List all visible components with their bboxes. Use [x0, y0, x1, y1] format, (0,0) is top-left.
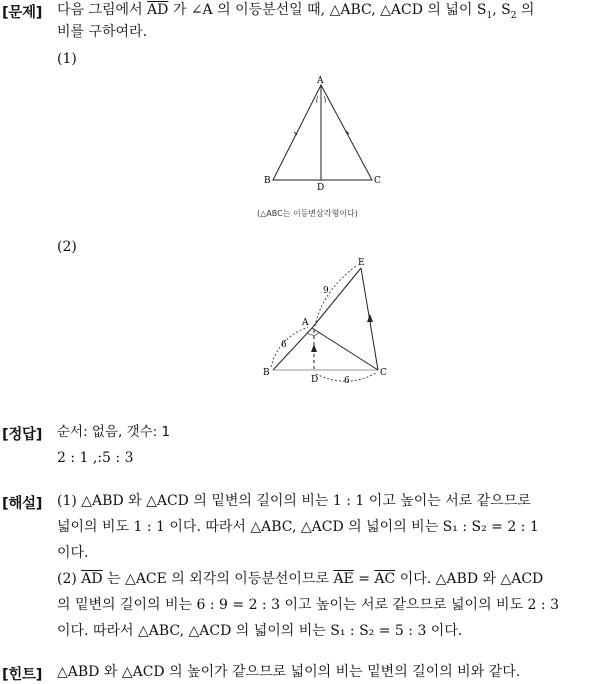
arrow-ad [311, 344, 317, 352]
segment-ab [273, 328, 312, 370]
label-b: B [264, 176, 271, 186]
problem-line-1: 다음 그림에서 $\overline{AD}$ 가 ∠A 의 이등분선일 때, △ABC, △ACD 의 넓이 $S_1$, $S_2$ 의 [57, 2, 535, 21]
segment-ae-text: $\overline{AE}$ [333, 571, 354, 587]
length-dc: 6 [344, 376, 350, 386]
solution-line-1: (1) △ABD 와 △ACD 의 밑변의 길이의 비는 1 : 1 이고 높이는 서로 같으므로 [57, 493, 531, 509]
problem-line-2: 비를 구하여라. [57, 24, 148, 40]
label-c: C [374, 176, 381, 186]
solution-line-6: 이다. 따라서 △ABC, △ACD 의 넓이의 비는 S₁ : S₂ = 5 : 3 이다. [57, 623, 463, 639]
solution-line-4: (2) $\overline{AD}$ 는 △ACE 의 외각의 이등분선이므로 $\overline{AE} = \overline{AC}$ 이다. △ABD 와 △ACD [57, 571, 544, 587]
label-a: A [317, 76, 324, 86]
answer-line-1: 순서: 없음, 갯수: 1 [57, 424, 171, 440]
answer-tag: [정답] [2, 427, 43, 443]
segment-ac [312, 328, 378, 370]
part-1-label: (1) [57, 51, 77, 67]
hint-tag: [힌트] [2, 667, 43, 683]
segment-ad: $\overline{AD}$ [147, 2, 169, 18]
solution-tag: [해설] [2, 496, 43, 512]
length-ae: 9 [323, 286, 329, 296]
segment-ac-text: $\overline{AC}$ [374, 571, 396, 587]
label-d: D [311, 375, 319, 385]
part-2-label: (2) [57, 239, 77, 255]
label-e: E [358, 258, 365, 268]
solution-line-3: 이다. [57, 545, 89, 561]
solution-line-5: 의 밑변의 길이의 비는 6 : 9 = 2 : 3 이고 높이는 서로 같으므로 넓이의 비도 2 : 3 [57, 597, 559, 613]
arrow-ec [367, 314, 373, 322]
figure-1-caption: (△ABC는 이등변삼각형이다) [257, 209, 358, 218]
label-c: C [380, 368, 387, 378]
label-d: D [317, 183, 325, 193]
solution-line-2: 넓이의 비도 1 : 1 이다. 따라서 △ABC, △ACD 의 넓이의 비는 S₁ : S₂ = 2 : 1 [57, 519, 539, 535]
segment-ad-text: $\overline{AD}$ [81, 571, 103, 587]
segment-ae [312, 268, 361, 328]
length-ab: 6 [281, 340, 287, 350]
brace-ab [271, 327, 308, 367]
hint-text: △ABD 와 △ACD 의 높이가 같으므로 넓이의 비는 밑변의 길이의 비와 같다. [57, 664, 521, 680]
problem-tag: [문제] [2, 5, 43, 21]
answer-line-2: 2 : 1 ,:5 : 3 [57, 450, 134, 466]
label-a: A [302, 318, 309, 328]
label-b: B [263, 368, 270, 378]
